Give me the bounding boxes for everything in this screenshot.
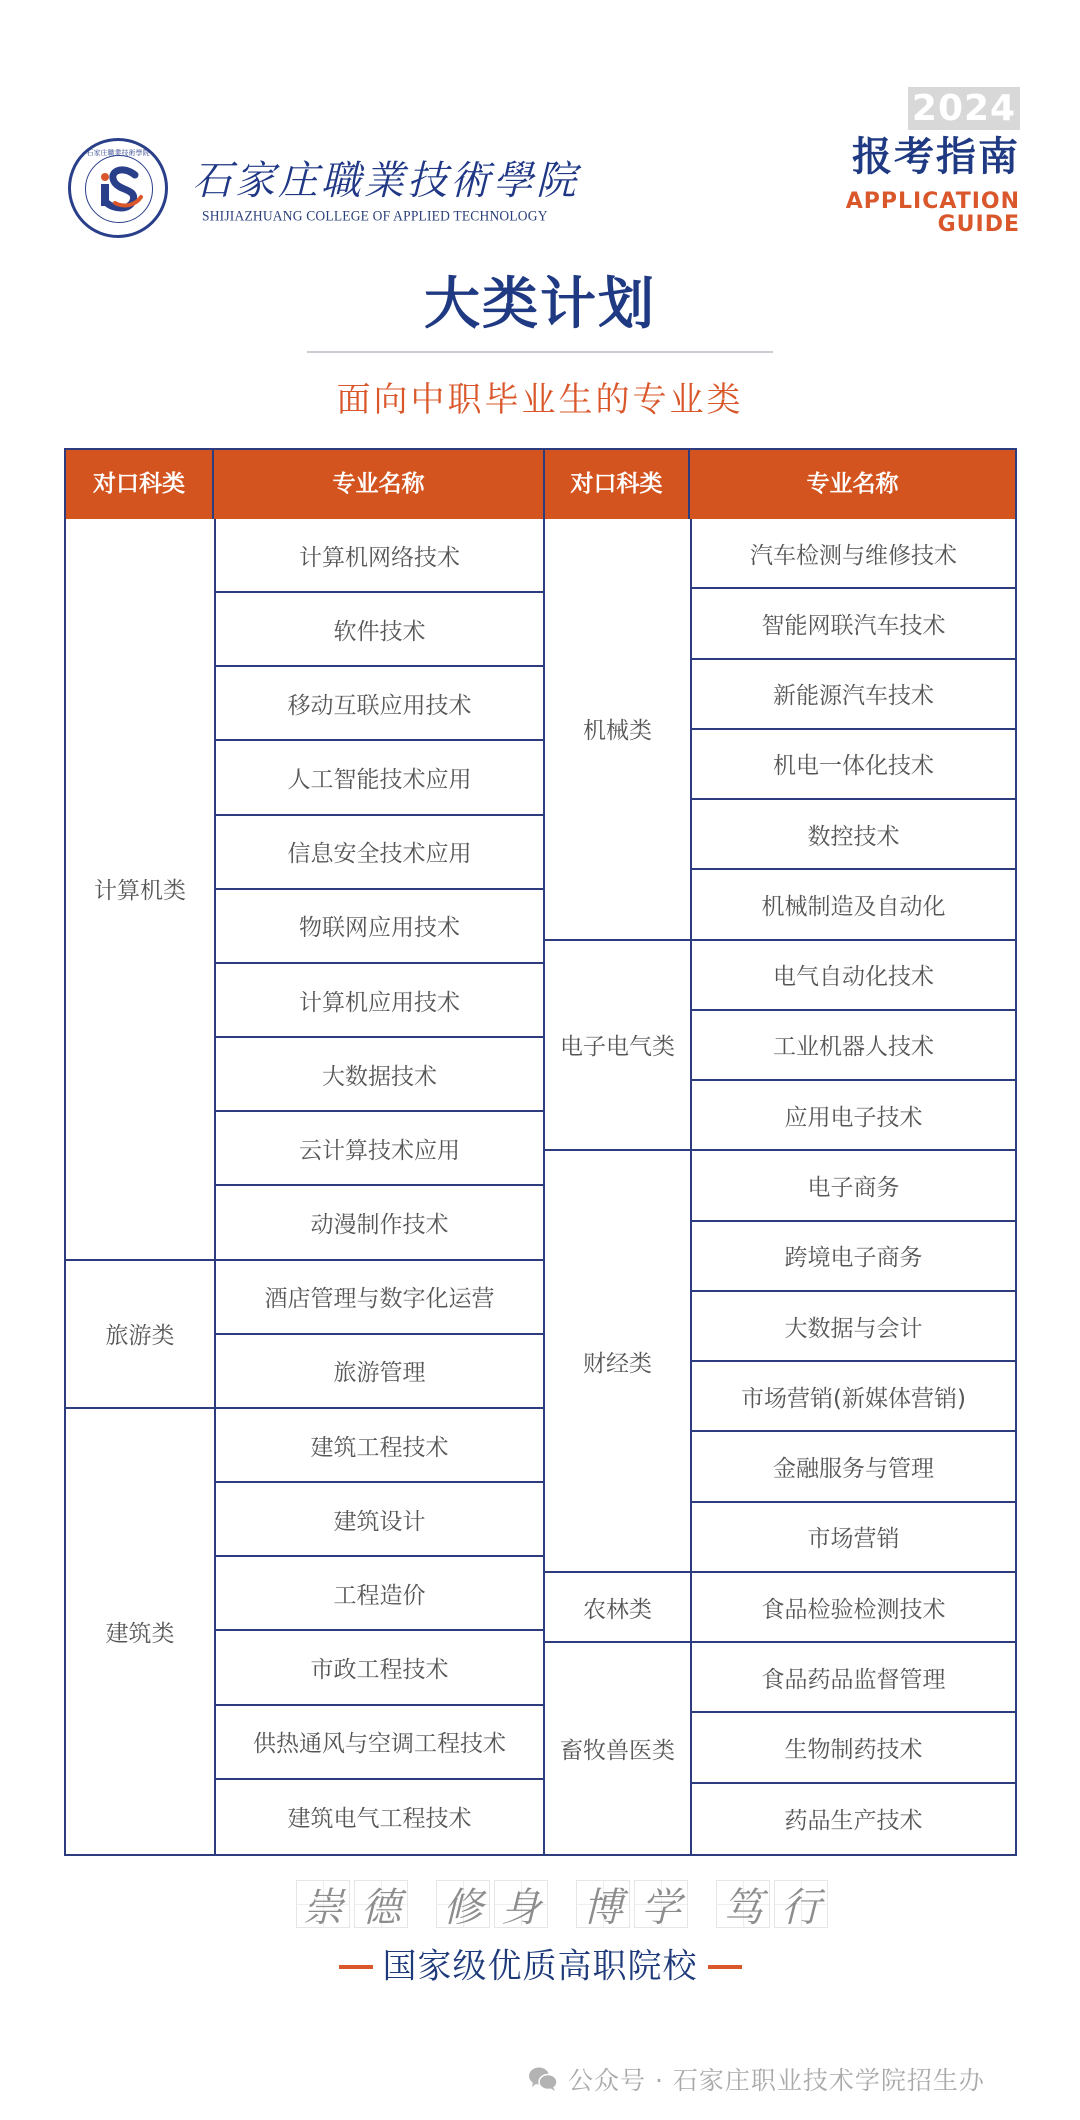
major-cell: 软件技术 xyxy=(216,593,543,667)
category-cell: 电子电气类 xyxy=(545,941,690,1152)
title-divider xyxy=(307,351,773,353)
major-cell: 旅游管理 xyxy=(216,1335,543,1409)
major-cell: 计算机应用技术 xyxy=(216,964,543,1038)
motto-phrase xyxy=(296,1880,412,1931)
motto-char: 笃 xyxy=(716,1880,770,1928)
left-category-column xyxy=(66,519,214,1854)
motto-char: 崇 xyxy=(296,1880,350,1928)
major-cell: 人工智能技术应用 xyxy=(216,742,543,816)
major-cell: 移动互联应用技术 xyxy=(216,667,543,741)
major-cell: 市政工程技术 xyxy=(216,1632,543,1706)
category-cell: 建筑类 xyxy=(105,1621,175,1647)
motto-char: 博 xyxy=(576,1880,630,1928)
major-cell: 市场营销 xyxy=(692,1503,1015,1573)
table-header xyxy=(66,450,1015,519)
major-cell: 机电一体化技术 xyxy=(692,730,1015,800)
category-cell: 旅游类 xyxy=(66,1261,214,1409)
category-cell: 计算机类 xyxy=(66,519,214,1261)
svg-text:石家庄職業技術學院: 石家庄職業技術學院 xyxy=(86,149,150,157)
major-cell: 市场营销(新媒体营销) xyxy=(692,1362,1015,1432)
major-cell: 药品生产技术 xyxy=(784,1808,923,1835)
major-cell: 新能源汽车技术 xyxy=(692,660,1015,730)
motto-phrase xyxy=(716,1880,832,1931)
page-title: 大类计划 xyxy=(424,272,656,337)
slogan-text: 国家级优质高职院校 xyxy=(382,1946,698,1987)
motto-char: 修 xyxy=(436,1880,490,1928)
college-logo xyxy=(68,138,168,238)
major-cell: 大数据与会计 xyxy=(692,1292,1015,1362)
guide-title-en-line1: APPLICATION xyxy=(845,189,1020,214)
major-cell: 智能网联汽车技术 xyxy=(692,589,1015,659)
watermark-text: 公众号 · 石家庄职业技术学院招生办 xyxy=(568,2066,985,2095)
major-cell: 电子商务 xyxy=(692,1151,1015,1221)
major-cell: 工程造价 xyxy=(216,1557,543,1631)
motto-char: 行 xyxy=(774,1880,828,1928)
logo-emblem-icon xyxy=(71,141,165,235)
major-cell: 汽车检测与维修技术 xyxy=(692,519,1015,589)
major-cell: 食品药品监督管理 xyxy=(692,1643,1015,1713)
major-cell: 食品检验检测技术 xyxy=(692,1573,1015,1643)
category-cell: 农林类 xyxy=(545,1573,690,1643)
dash-right xyxy=(708,1965,742,1969)
header-major-right: 专业名称 xyxy=(806,471,899,497)
major-cell: 建筑电气工程技术 xyxy=(287,1806,472,1833)
motto-char: 德 xyxy=(354,1880,408,1928)
page-subtitle: 面向中职毕业生的专业类 xyxy=(336,380,744,420)
header-category-left: 对口科类 xyxy=(66,450,214,519)
left-major-column xyxy=(214,519,545,1854)
major-cell: 信息安全技术应用 xyxy=(216,816,543,890)
major-cell: 应用电子技术 xyxy=(692,1081,1015,1151)
watermark xyxy=(528,2062,985,2096)
college-name-cn: 石家庄職業技術學院 xyxy=(192,158,579,204)
major-cell: 建筑设计 xyxy=(216,1483,543,1557)
major-cell: 建筑工程技术 xyxy=(216,1409,543,1483)
major-cell: 机械制造及自动化 xyxy=(692,870,1015,940)
school-motto xyxy=(296,1880,832,1931)
major-cell: 生物制药技术 xyxy=(692,1713,1015,1783)
right-major-column xyxy=(690,519,1015,1854)
motto-phrase xyxy=(576,1880,692,1931)
dash-left xyxy=(339,1965,373,1969)
major-cell: 动漫制作技术 xyxy=(216,1187,543,1261)
slogan xyxy=(0,1942,1080,1991)
guide-title-cn: 报考指南 xyxy=(852,134,1020,180)
major-cell: 工业机器人技术 xyxy=(692,1011,1015,1081)
header-major-left: 专业名称 xyxy=(214,450,545,519)
motto-char: 身 xyxy=(494,1880,548,1928)
guide-title-en-line2: GUIDE xyxy=(937,212,1020,237)
category-cell: 畜牧兽医类 xyxy=(560,1738,675,1765)
motto-char: 学 xyxy=(634,1880,688,1928)
motto-phrase xyxy=(436,1880,552,1931)
wechat-icon xyxy=(528,2066,558,2092)
category-cell: 机械类 xyxy=(545,519,690,941)
major-cell: 大数据技术 xyxy=(216,1038,543,1112)
major-cell: 酒店管理与数字化运营 xyxy=(216,1261,543,1335)
category-cell: 财经类 xyxy=(545,1151,690,1573)
major-cell: 金融服务与管理 xyxy=(692,1432,1015,1502)
year-badge: 2024 xyxy=(908,87,1020,130)
major-cell: 云计算技术应用 xyxy=(216,1112,543,1186)
major-cell: 数控技术 xyxy=(692,800,1015,870)
major-cell: 跨境电子商务 xyxy=(692,1222,1015,1292)
college-name-en: SHIJIAZHUANG COLLEGE OF APPLIED TECHNOLOGY xyxy=(202,207,548,224)
major-cell: 供热通风与空调工程技术 xyxy=(216,1706,543,1780)
major-cell: 计算机网络技术 xyxy=(216,519,543,593)
major-cell: 物联网应用技术 xyxy=(216,890,543,964)
majors-table xyxy=(64,448,1017,1856)
header-category-right: 对口科类 xyxy=(545,450,690,519)
right-category-column xyxy=(545,519,690,1854)
major-cell: 电气自动化技术 xyxy=(692,941,1015,1011)
